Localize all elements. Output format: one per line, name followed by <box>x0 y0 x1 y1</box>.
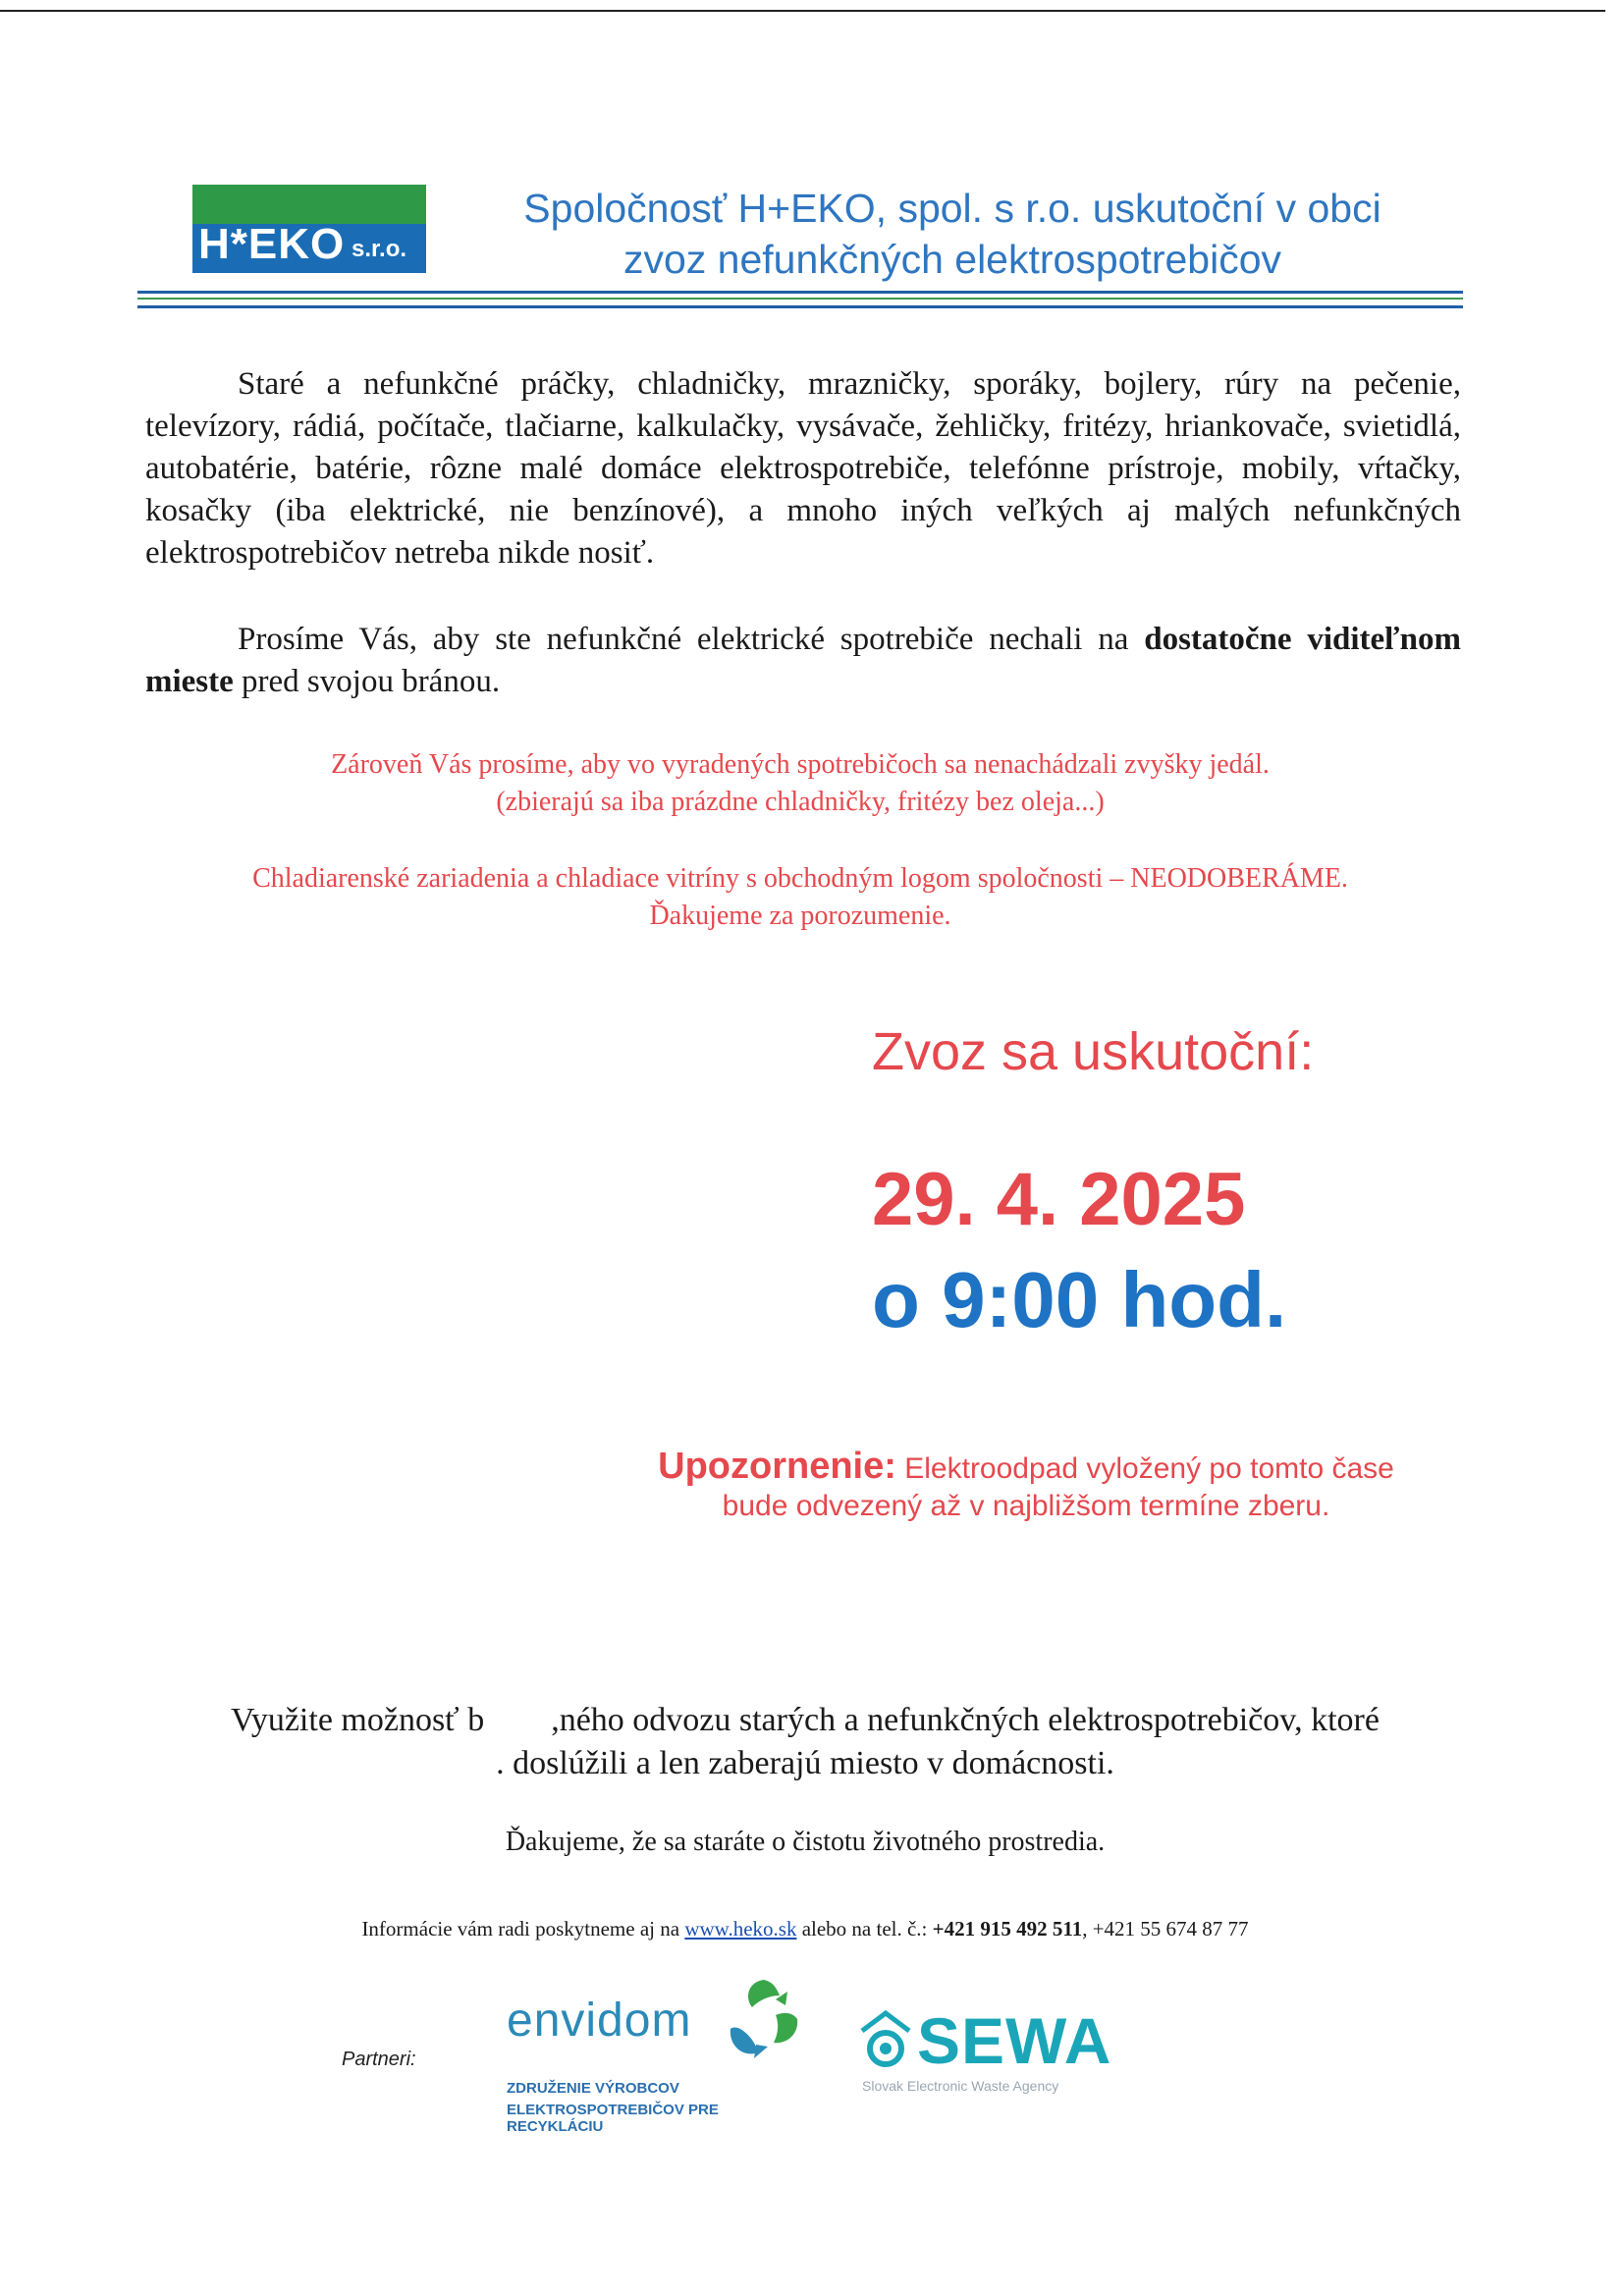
placement-text-bold: dostatočne viditeľnom mieste <box>145 622 1461 699</box>
recycle-leaves-icon <box>719 1974 809 2064</box>
warning-label: Upozornenie: <box>658 1446 896 1487</box>
contact-info <box>137 1917 1473 1941</box>
info-prefix: Informácie vám radi poskytneme aj na <box>361 1917 680 1941</box>
house-ring-icon <box>858 2009 913 2070</box>
header-rule-bottom <box>137 305 1463 308</box>
sewa-wordmark: SEWA <box>917 2004 1112 2077</box>
placement-text-end: pred svojou bránou. <box>242 664 501 699</box>
phone-secondary: , +421 55 674 87 77 <box>1082 1917 1249 1941</box>
header-rule-middle <box>137 298 1463 300</box>
phone-primary: +421 915 492 511 <box>932 1917 1083 1941</box>
warning-block <box>599 1448 1453 1525</box>
thanks-text: Ďakujeme, že sa staráte o čistotu životného prostredia. <box>505 1827 1106 1857</box>
title-line-1: Spoločnosť H+EKO, spol. s r.o. uskutoční v obci <box>523 186 1381 231</box>
service-line-2: . doslúžili a len zaberajú miesto v domácnosti. <box>496 1745 1114 1781</box>
service-line-1: Využite možnosť b ,ného odvozu starých a nefunkčných elektrospotrebičov, ktoré <box>231 1702 1380 1738</box>
logo-suffix: s.r.o. <box>352 236 407 262</box>
info-mid: alebo na tel. č.: <box>801 1917 928 1941</box>
appliances-paragraph <box>145 363 1461 574</box>
refrigeration-note-line-2: Ďakujeme za porozumenie. <box>649 901 951 931</box>
top-border-line <box>0 10 1605 12</box>
placement-text-start: Prosíme Vás, aby ste nefunkčné elektrické spotrebiče nechali na <box>238 622 1129 657</box>
logo-green-band <box>192 185 426 224</box>
envidom-subtitle-2: ELEKTROSPOTREBIČOV PRE RECYKLÁCIU <box>507 2102 719 2135</box>
envidom-logo <box>503 1974 817 2135</box>
warning-line-1: Elektroodpad vyložený po tomto čase <box>904 1452 1394 1485</box>
food-note-line-1: Zároveň Vás prosíme, aby vo vyradených spotrebičoch sa nenachádzali zvyšky jedál. <box>331 749 1270 780</box>
placement-paragraph <box>145 619 1461 703</box>
logo-text: H*EKO <box>198 220 346 268</box>
partners-label: Partneri: <box>342 2049 416 2070</box>
envidom-wordmark: envidom <box>507 1995 692 2047</box>
heko-logo <box>192 185 426 273</box>
page-title <box>442 183 1463 285</box>
website-link[interactable]: www.heko.sk <box>684 1917 797 1941</box>
refrigeration-note-line-1: Chladiarenské zariadenia a chladiace vitríny s obchodným logom spoločnosti – NEODOBERÁME. <box>252 863 1348 894</box>
warning-line-2: bude odvezený až v najbližšom termíne zberu. <box>722 1490 1330 1522</box>
sewa-logo <box>854 2003 1129 2102</box>
appliances-text: Staré a nefunkčné práčky, chladničky, mrazničky, sporáky, bojlery, rúry na pečenie, televízory, rádiá, počítače, tlačiarne, kalkulačky, vysávače, žehličky, fritézy, hriankovače, svietidlá, autobatérie, batérie, rôzne malé domáce elektrospotrebiče, telefónne prístroje, mobily, vŕtačky, kosačky (iba elektrické, nie benzínové), a mnoho iných veľkých aj malých nefunkčných elektrospotrebičov netreba nikde nosiť. <box>145 366 1461 571</box>
service-paragraph <box>157 1699 1453 1785</box>
envidom-subtitle-1: ZDRUŽENIE VÝROBCOV <box>507 2080 679 2097</box>
collection-time: o 9:00 hod. <box>872 1256 1287 1343</box>
food-note-line-2: (zbierajú sa iba prázdne chladničky, fritézy bez oleja...) <box>496 787 1105 817</box>
schedule-heading: Zvoz sa uskutoční: <box>872 1022 1315 1081</box>
title-line-2: zvoz nefunkčných elektrospotrebičov <box>623 237 1281 282</box>
food-remains-note <box>137 746 1463 821</box>
header-rule-top <box>137 291 1463 294</box>
sewa-tagline: Slovak Electronic Waste Agency <box>862 2078 1059 2094</box>
refrigeration-note <box>137 860 1463 935</box>
collection-date: 29. 4. 2025 <box>872 1158 1246 1241</box>
